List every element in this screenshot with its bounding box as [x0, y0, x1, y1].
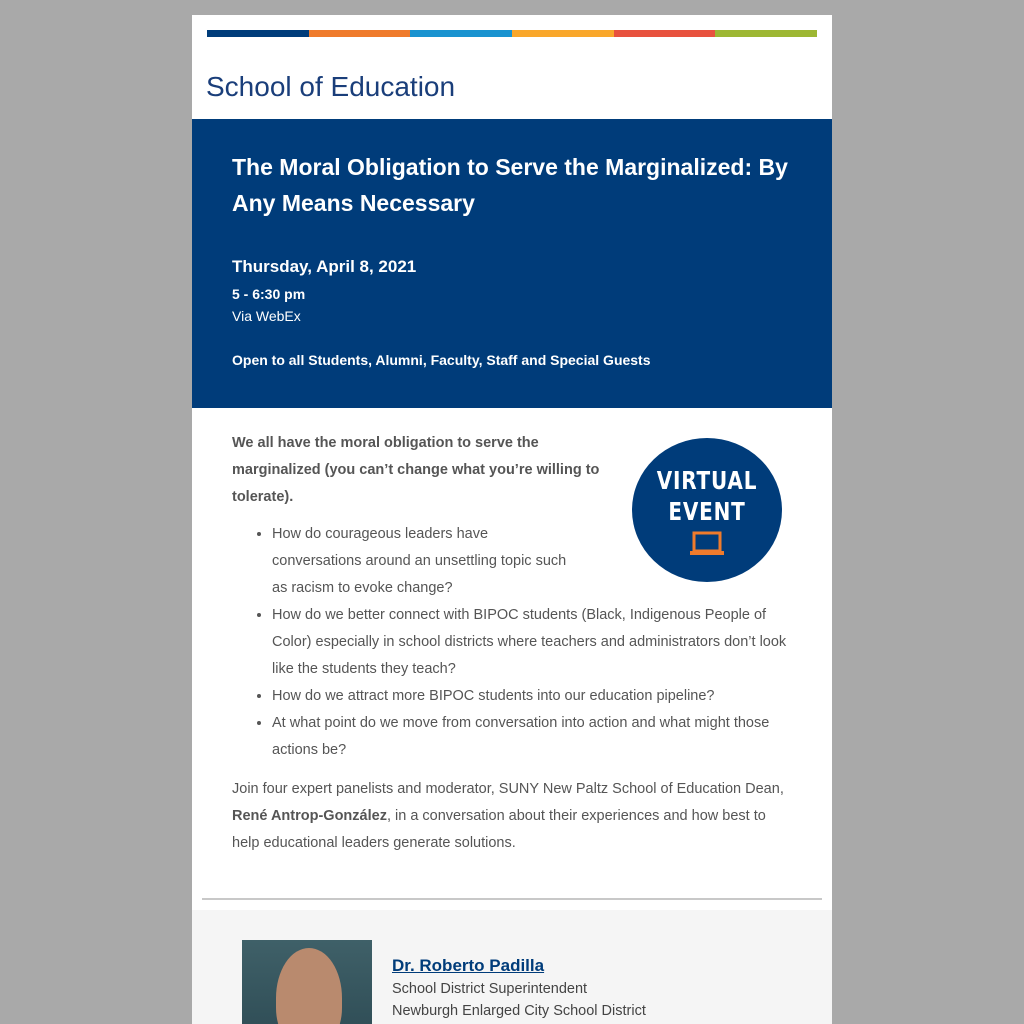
stripe	[715, 30, 817, 37]
dean-name: René Antrop-González	[232, 808, 387, 824]
event-description	[232, 430, 797, 857]
event-time: 5 - 6:30 pm	[232, 286, 306, 302]
speaker-name-link[interactable]: Dr. Roberto Padilla	[392, 956, 545, 975]
event-location: Via WebEx	[232, 308, 301, 324]
speaker-section	[192, 910, 832, 1024]
event-audience: Open to all Students, Alumni, Faculty, Staff and Special Guests	[232, 352, 651, 368]
divider	[202, 898, 822, 900]
intro-text: We all have the moral obligation to serve the marginalized (you can’t change what you’re willing to tolerate).	[232, 435, 600, 505]
badge-line1: VIRTUAL	[656, 466, 758, 495]
speaker-photo	[242, 940, 372, 1024]
stripe	[512, 30, 614, 37]
list-item: • How do we attract more BIPOC students into our education pipeline?	[272, 683, 797, 710]
join-text: Join four expert panelists and moderator, SUNY New Paltz School of Education Dean,	[232, 781, 784, 797]
list-item: • At what point do we move from conversation into action and what might those actions be?	[272, 710, 797, 764]
event-title: The Moral Obligation to Serve the Marginalized: By Any Means Necessary	[232, 154, 788, 216]
event-date: Thursday, April 8, 2021	[232, 257, 417, 276]
badge-line2: EVENT	[668, 497, 746, 526]
join-paragraph	[232, 776, 797, 857]
list-item: • How do we better connect with BIPOC students (Black, Indigenous People of Color) especially in school districts where teachers and administrators don’t look like the students they teach?	[272, 602, 797, 683]
stripe	[614, 30, 716, 37]
join-text-end: , in a conversation about their experiences and how best to help educational leaders generate solutions.	[232, 808, 766, 851]
stripe	[207, 30, 309, 37]
stripe	[410, 30, 512, 37]
color-stripe-bar	[207, 30, 817, 37]
speaker-organization: Newburgh Enlarged City School District	[392, 1003, 646, 1019]
event-banner	[192, 119, 832, 408]
school-name: School of Education	[206, 71, 456, 102]
question-list	[232, 521, 797, 764]
stripe	[309, 30, 411, 37]
email-page	[192, 15, 832, 1024]
list-item: • How do courageous leaders have conversations around an unsettling topic such as racism to evoke change?	[272, 521, 572, 602]
speaker-role: School District Superintendent	[392, 981, 588, 997]
